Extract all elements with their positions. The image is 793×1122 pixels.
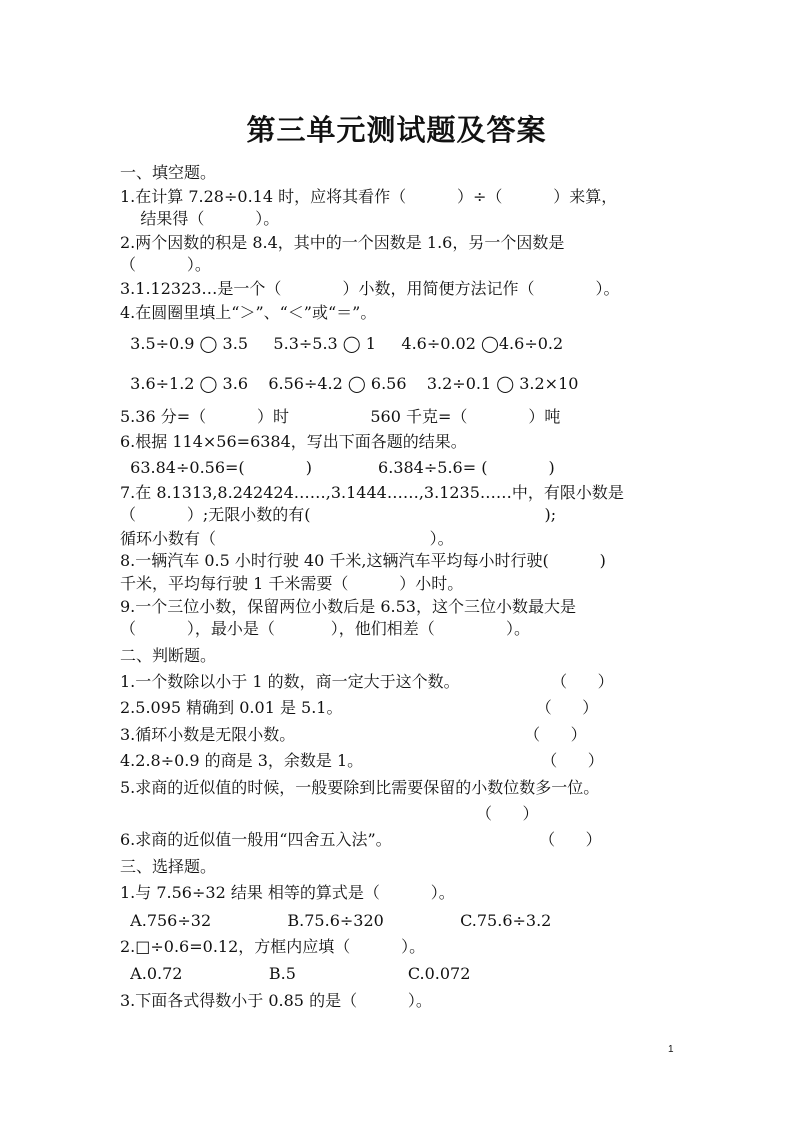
judge-item: 2.5.095 精确到 0.01 是 5.1。 （ ） (120, 698, 599, 717)
question-line: 3.1.12323…是一个（ ）小数，用简便方法记作（ ）。 (120, 279, 620, 298)
question-line: 循环小数有（ ）。 (120, 529, 454, 548)
judge-item: 4.2.8÷0.9 的商是 3，余数是 1。 （ ） (120, 751, 604, 770)
judge-item: 1.一个数除以小于 1 的数，商一定大于这个数。 （ ） (120, 672, 614, 691)
question-line: 4.在圆圈里填上“＞”、“＜”或“＝”。 (120, 303, 377, 322)
question-line: （ ）;无限小数的有( ); (120, 505, 557, 524)
question-line: 8.一辆汽车 0.5 小时行驶 40 千米,这辆汽车平均每小时行驶( ) (120, 551, 606, 570)
judge-item: 3.循环小数是无限小数。 （ ） (120, 725, 587, 744)
choice-question: 3.下面各式得数小于 0.85 的是（ ）。 (120, 991, 432, 1010)
page-title: 第三单元测试题及答案 (246, 113, 547, 147)
question-line: 63.84÷0.56=( ) 6.384÷5.6= ( ) (120, 458, 555, 477)
comparison-row: 3.5÷0.9 ◯ 3.5 5.3÷5.3 ◯ 1 4.6÷0.02 ◯4.6÷0.2 (120, 334, 564, 353)
section-heading-fill-blank: 一、填空题。 (120, 163, 217, 182)
question-line: （ ）。 (120, 255, 211, 274)
question-line: 9.一个三位小数，保留两位小数后是 6.53，这个三位小数最大是 (120, 597, 576, 616)
question-line: 1.在计算 7.28÷0.14 时，应将其看作（ ）÷（ ）来算， (120, 187, 618, 206)
question-line: 结果得（ ）。 (120, 209, 280, 228)
question-line: 2.两个因数的积是 8.4，其中的一个因数是 1.6，另一个因数是 (120, 233, 565, 252)
question-line: （ ），最小是（ ），他们相差（ ）。 (120, 619, 531, 638)
choice-options: A.0.72 B.5 C.0.072 (120, 964, 471, 983)
question-line: 千米，平均每行驶 1 千米需要（ ）小时。 (120, 574, 464, 593)
choice-question: 2.□÷0.6=0.12，方框内应填（ ）。 (120, 937, 426, 956)
judge-item: 5.求商的近似值的时候，一般要除到比需要保留的小数位数多一位。 (120, 778, 600, 797)
choice-question: 1.与 7.56÷32 结果 相等的算式是（ ）。 (120, 883, 455, 902)
comparison-row: 3.6÷1.2 ◯ 3.6 6.56÷4.2 ◯ 6.56 3.2÷0.1 ◯ 3.2×10 (120, 374, 579, 393)
question-line: 5.36 分=（ ）时 560 千克=（ ）吨 (120, 407, 561, 426)
judge-item: 6.求商的近似值一般用“四舍五入法”。 （ ） (120, 830, 602, 849)
question-line: 6.根据 114×56=6384，写出下面各题的结果。 (120, 432, 467, 451)
page-number: 1 (668, 1044, 674, 1055)
section-heading-judge: 二、判断题。 (120, 646, 217, 665)
choice-options: A.756÷32 B.75.6÷320 C.75.6÷3.2 (120, 911, 552, 930)
section-heading-choice: 三、选择题。 (120, 857, 217, 876)
question-line: 7.在 8.1313,8.242424……,3.1444……,3.1235……中，有限小数是 (120, 483, 624, 502)
judge-item: （ ） (120, 804, 539, 823)
